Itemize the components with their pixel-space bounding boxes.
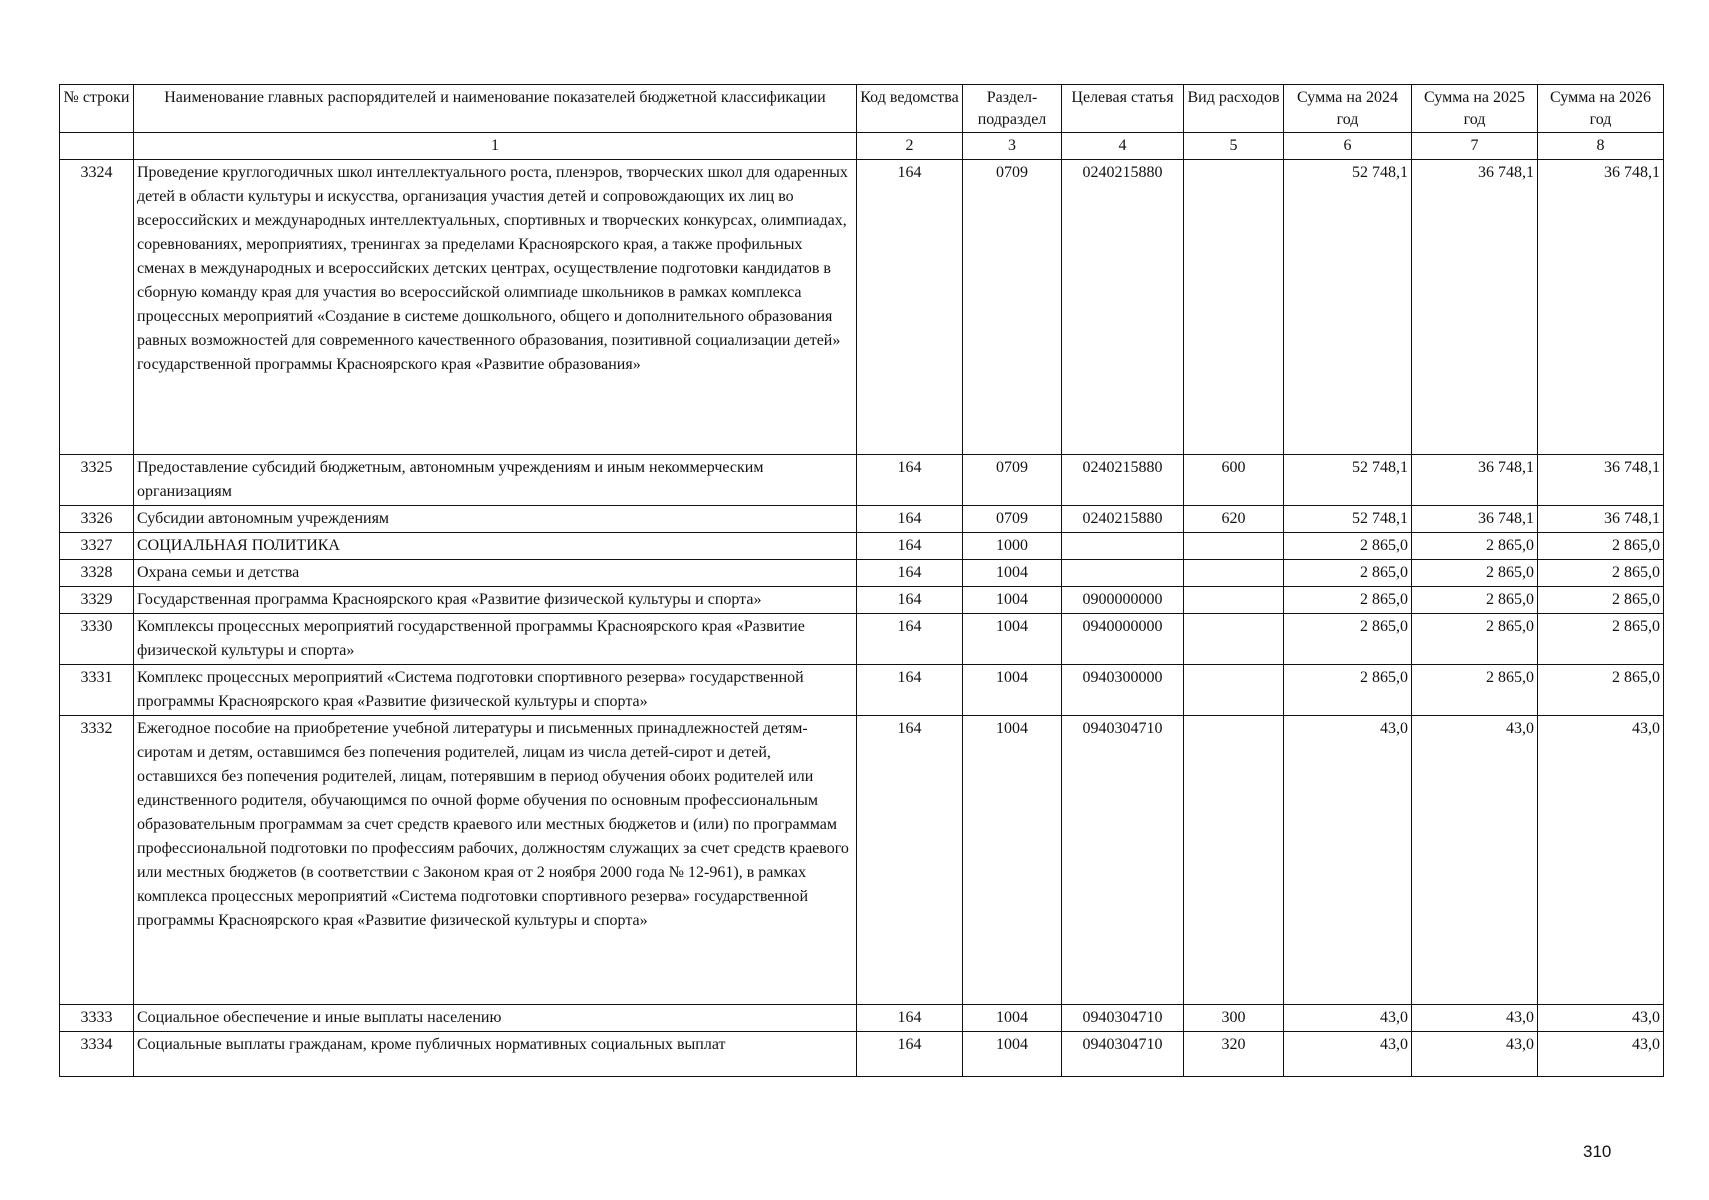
row-exp-type [1184,716,1284,1005]
row-number: 3329 [60,587,134,614]
row-name: СОЦИАЛЬНАЯ ПОЛИТИКА [134,533,857,560]
row-sum-2026: 43,0 [1538,716,1664,1005]
row-name: Проведение круглогодичных школ интеллектуального роста, пленэров, творческих школ для одаренных детей в области культуры и искусства, организация участия детей и сопровождающих их лиц во всероссийских и международных интеллектуальных, спортивных и творческих конкурсах, олимпиадах, соревнованиях, мероприятиях, тренингах за пределами Красноярского края, а также профильных сменах в международных и всероссийских детских центрах, осуществление подготовки кандидатов в сборную команду края для участия во всероссийской олимпиаде школьников в рамках комплекса процессных мероприятий «Создание в системе дошкольного, общего и дополнительного образования равных возможностей для современного качественного образования, позитивной социализации детей» государственной программы Красноярского края «Развитие образования» [134,160,857,455]
row-sum-2025: 43,0 [1412,716,1538,1005]
header-section: Раздел-подраздел [963,85,1062,133]
header-row [60,85,1664,133]
row-number: 3327 [60,533,134,560]
row-name: Предоставление субсидий бюджетным, автономным учреждениям и иным некоммерческим организациям [134,455,857,506]
header-sum-2025: Сумма на 2025 год [1412,85,1538,133]
row-sum-2026: 2 865,0 [1538,665,1664,716]
column-number: 6 [1284,133,1412,160]
row-section: 1004 [963,716,1062,1005]
row-exp-type: 300 [1184,1005,1284,1032]
row-sum-2024: 2 865,0 [1284,560,1412,587]
row-name: Социальные выплаты гражданам, кроме публичных нормативных социальных выплат [134,1032,857,1077]
row-exp-type [1184,614,1284,665]
row-sum-2026: 36 748,1 [1538,506,1664,533]
column-number: 1 [134,133,857,160]
row-exp-type: 320 [1184,1032,1284,1077]
row-name: Субсидии автономным учреждениям [134,506,857,533]
row-sum-2026: 2 865,0 [1538,614,1664,665]
row-name: Комплекс процессных мероприятий «Система подготовки спортивного резерва» государственной программы Красноярского края «Развитие физической культуры и спорта» [134,665,857,716]
row-number: 3324 [60,160,134,455]
row-section: 1004 [963,587,1062,614]
row-number: 3325 [60,455,134,506]
header-no: № строки [60,85,134,133]
row-sum-2025: 36 748,1 [1412,506,1538,533]
row-dept-code: 164 [857,533,963,560]
column-number: 3 [963,133,1062,160]
column-number: 8 [1538,133,1664,160]
row-sum-2026: 43,0 [1538,1005,1664,1032]
row-section: 1004 [963,614,1062,665]
row-dept-code: 164 [857,1032,963,1077]
header-target: Целевая статья [1062,85,1184,133]
row-sum-2025: 43,0 [1412,1005,1538,1032]
row-number: 3333 [60,1005,134,1032]
header-dept: Код ведомства [857,85,963,133]
row-target: 0240215880 [1062,160,1184,455]
row-target: 0940300000 [1062,665,1184,716]
row-target: 0940000000 [1062,614,1184,665]
row-section: 1000 [963,533,1062,560]
row-sum-2025: 2 865,0 [1412,533,1538,560]
row-target: 0240215880 [1062,455,1184,506]
row-number: 3330 [60,614,134,665]
row-sum-2026: 36 748,1 [1538,160,1664,455]
row-sum-2026: 2 865,0 [1538,560,1664,587]
row-target: 0240215880 [1062,506,1184,533]
row-sum-2025: 2 865,0 [1412,587,1538,614]
row-sum-2024: 52 748,1 [1284,455,1412,506]
row-target [1062,560,1184,587]
table-row [60,455,1664,506]
row-dept-code: 164 [857,506,963,533]
row-sum-2026: 2 865,0 [1538,533,1664,560]
row-target: 0940304710 [1062,1032,1184,1077]
row-sum-2026: 36 748,1 [1538,455,1664,506]
header-sum-2024: Сумма на 2024 год [1284,85,1412,133]
row-sum-2026: 2 865,0 [1538,587,1664,614]
header-exp-type: Вид расходов [1184,85,1284,133]
row-sum-2025: 2 865,0 [1412,665,1538,716]
column-number-row [60,133,1664,160]
row-dept-code: 164 [857,1005,963,1032]
row-exp-type [1184,533,1284,560]
row-exp-type [1184,160,1284,455]
column-number: 2 [857,133,963,160]
row-section: 1004 [963,665,1062,716]
row-dept-code: 164 [857,716,963,1005]
row-sum-2025: 36 748,1 [1412,160,1538,455]
row-sum-2024: 2 865,0 [1284,665,1412,716]
table-row [60,160,1664,455]
row-number: 3332 [60,716,134,1005]
row-sum-2024: 2 865,0 [1284,533,1412,560]
row-name: Ежегодное пособие на приобретение учебной литературы и письменных принадлежностей детям-сиротам и детям, оставшимся без попечения родителей, лицам из числа детей-сирот и детей, оставшихся без попечения родителей, лицам, потерявшим в период обучения обоих родителей или единственного родителя, обучающимся по очной форме обучения по основным профессиональным образовательным программам за счет средств краевого или местных бюджетов и (или) по программам профессиональной подготовки по профессиям рабочих, должностям служащих за счет средств краевого или местных бюджетов (в соответствии с Законом края от 2 ноября 2000 года № 12-961), в рамках комплекса процессных мероприятий «Система подготовки спортивного резерва» государственной программы Красноярского края «Развитие физической культуры и спорта» [134,716,857,1005]
row-dept-code: 164 [857,614,963,665]
row-dept-code: 164 [857,587,963,614]
row-dept-code: 164 [857,665,963,716]
row-target: 0940304710 [1062,1005,1184,1032]
row-exp-type: 620 [1184,506,1284,533]
row-sum-2024: 2 865,0 [1284,614,1412,665]
row-section: 0709 [963,455,1062,506]
row-name: Государственная программа Красноярского края «Развитие физической культуры и спорта» [134,587,857,614]
row-sum-2025: 2 865,0 [1412,560,1538,587]
row-sum-2025: 2 865,0 [1412,614,1538,665]
row-number: 3331 [60,665,134,716]
row-number: 3328 [60,560,134,587]
row-sum-2024: 52 748,1 [1284,506,1412,533]
row-name: Охрана семьи и детства [134,560,857,587]
row-section: 1004 [963,1032,1062,1077]
row-section: 1004 [963,1005,1062,1032]
row-sum-2026: 43,0 [1538,1032,1664,1077]
table-row [60,1005,1664,1032]
row-dept-code: 164 [857,455,963,506]
row-sum-2024: 2 865,0 [1284,587,1412,614]
table-row [60,1032,1664,1077]
column-number: 7 [1412,133,1538,160]
row-sum-2024: 43,0 [1284,1005,1412,1032]
row-number: 3334 [60,1032,134,1077]
row-exp-type [1184,560,1284,587]
row-section: 0709 [963,160,1062,455]
row-number: 3326 [60,506,134,533]
row-name: Социальное обеспечение и иные выплаты населению [134,1005,857,1032]
table-row [60,506,1664,533]
budget-table [59,84,1664,1077]
row-sum-2024: 43,0 [1284,716,1412,1005]
row-dept-code: 164 [857,160,963,455]
row-name: Комплексы процессных мероприятий государственной программы Красноярского края «Развитие физической культуры и спорта» [134,614,857,665]
row-target [1062,533,1184,560]
row-sum-2025: 43,0 [1412,1032,1538,1077]
row-sum-2024: 52 748,1 [1284,160,1412,455]
row-section: 1004 [963,560,1062,587]
row-section: 0709 [963,506,1062,533]
header-sum-2026: Сумма на 2026 год [1538,85,1664,133]
row-dept-code: 164 [857,560,963,587]
page-number: 310 [1583,1142,1612,1161]
table-row [60,614,1664,665]
row-exp-type [1184,587,1284,614]
table-row [60,716,1664,1005]
table-row [60,587,1664,614]
header-name: Наименование главных распорядителей и наименование показателей бюджетной классификации [134,85,857,133]
row-sum-2025: 36 748,1 [1412,455,1538,506]
column-number-empty [60,133,134,160]
table-row [60,533,1664,560]
table-row [60,665,1664,716]
row-target: 0900000000 [1062,587,1184,614]
row-target: 0940304710 [1062,716,1184,1005]
row-exp-type: 600 [1184,455,1284,506]
column-number: 5 [1184,133,1284,160]
table-row [60,560,1664,587]
column-number: 4 [1062,133,1184,160]
row-exp-type [1184,665,1284,716]
row-sum-2024: 43,0 [1284,1032,1412,1077]
